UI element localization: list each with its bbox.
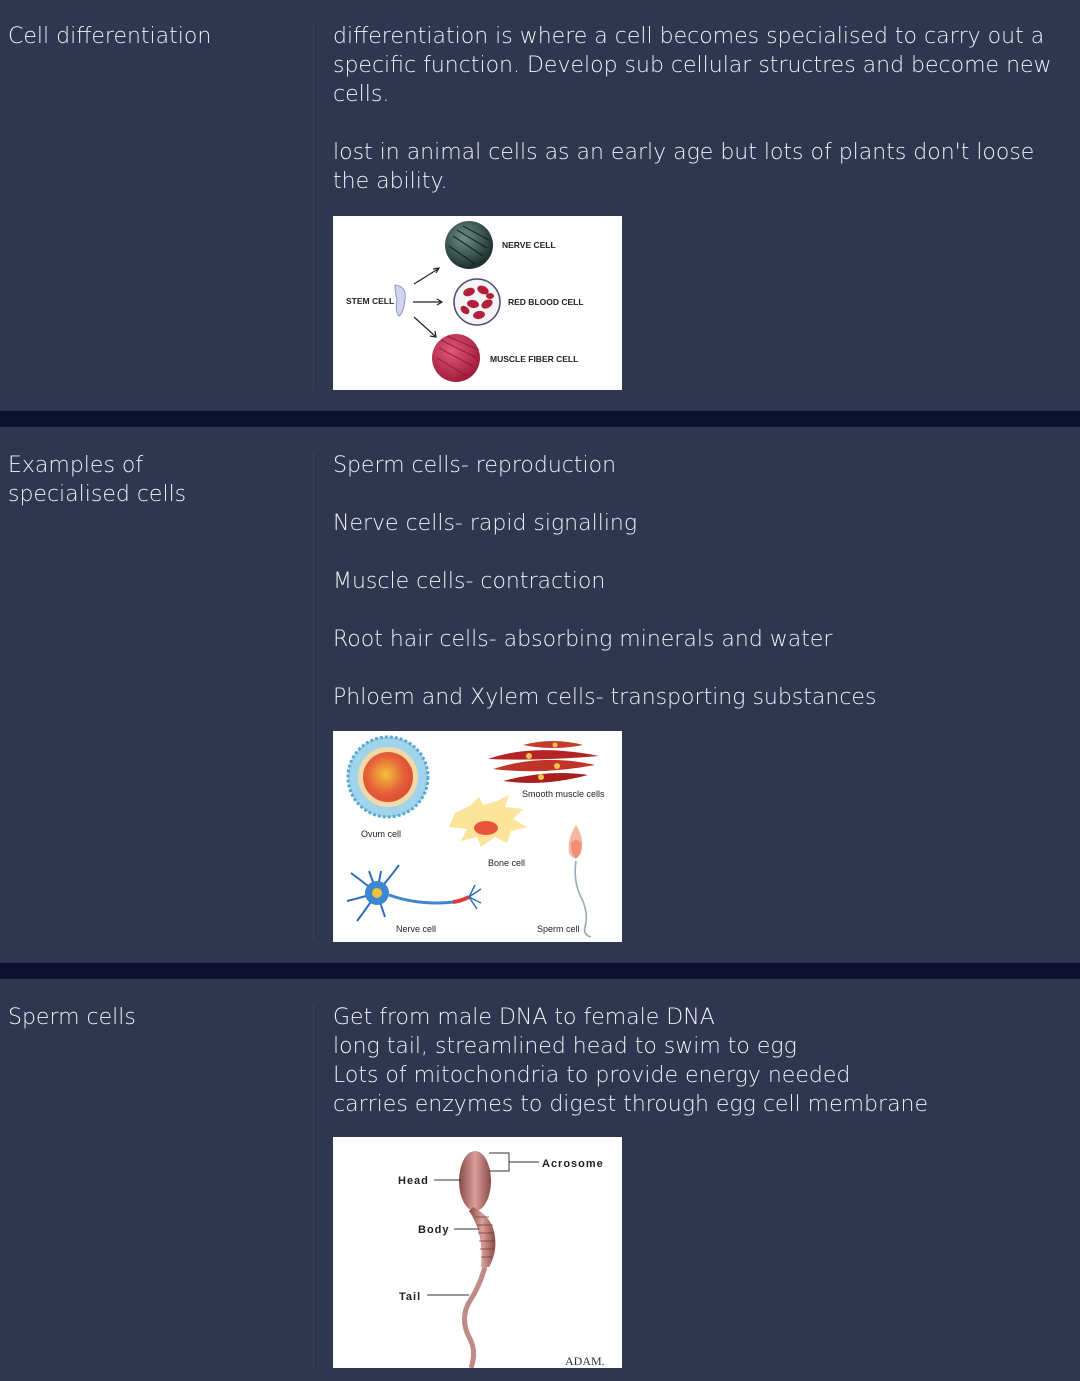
example-item: Sperm cells- reproduction xyxy=(333,453,617,478)
stem-cell-diagram xyxy=(333,216,622,390)
stem-cell-label: STEM CELL xyxy=(346,296,395,306)
example-item: Muscle cells- contraction xyxy=(333,569,606,594)
specialised-cells-svg xyxy=(333,731,622,942)
sperm-anatomy-diagram xyxy=(333,1137,622,1368)
muscle-label: MUSCLE FIBER CELL xyxy=(490,354,579,364)
term-examples: Examples of specialised cells xyxy=(8,453,187,507)
section-sperm-cells xyxy=(0,979,1080,1381)
smooth-muscle-icon xyxy=(488,741,599,783)
adam-logo: ADAM. xyxy=(565,1354,605,1368)
sperm-fact: Lots of mitochondria to provide energy needed xyxy=(333,1063,851,1088)
nerve-cell-label: NERVE CELL xyxy=(502,240,556,250)
body-label: Body xyxy=(418,1224,450,1236)
example-item: Nerve cells- rapid signalling xyxy=(333,511,638,536)
stem-cell-icon xyxy=(395,285,405,316)
section-divider xyxy=(0,963,1080,979)
sperm-cell-label: Sperm cell xyxy=(537,924,580,934)
section-examples xyxy=(0,427,1080,963)
sperm-fact: carries enzymes to digest through egg cell membrane xyxy=(333,1092,929,1117)
muscle-fiber-icon xyxy=(432,334,480,382)
column-divider xyxy=(313,451,314,941)
section-cell-differentiation xyxy=(0,0,1080,411)
definition-examples xyxy=(333,451,1063,712)
rbc-label: RED BLOOD CELL xyxy=(508,297,584,307)
definition-cell-differentiation xyxy=(333,22,1063,196)
definition-paragraph: differentiation is where a cell becomes specialised to carry out a specific function. Develop sub cellular structres and become new cells. xyxy=(333,24,1052,107)
specialised-cells-diagram xyxy=(333,731,622,942)
head-label: Head xyxy=(398,1175,429,1187)
column-divider xyxy=(313,1003,314,1369)
acrosome-bracket xyxy=(489,1153,539,1171)
definition-paragraph: lost in animal cells as an early age but lots of plants don't loose the ability. xyxy=(333,140,1035,194)
sperm-cell-icon xyxy=(569,825,591,937)
bone-cell-icon xyxy=(449,795,527,847)
sperm-tail-icon xyxy=(464,1267,485,1368)
nerve-cell-icon xyxy=(347,865,481,921)
arrows xyxy=(413,268,442,337)
sperm-fact: long tail, streamlined head to swim to egg xyxy=(333,1034,797,1059)
definition-sperm-cells xyxy=(333,1003,1063,1119)
nerve-cell-label: Nerve cell xyxy=(396,924,437,934)
example-item: Root hair cells- absorbing minerals and water xyxy=(333,627,833,652)
acrosome-label: Acrosome xyxy=(542,1158,604,1170)
sperm-body-icon xyxy=(469,1207,495,1267)
smooth-muscle-label: Smooth muscle cells xyxy=(522,789,605,799)
tail-label: Tail xyxy=(399,1291,422,1303)
column-divider xyxy=(313,22,314,390)
term-sperm-cells: Sperm cells xyxy=(8,1005,136,1030)
sperm-fact: Get from male DNA to female DNA xyxy=(333,1005,715,1030)
example-item: Phloem and Xylem cells- transporting substances xyxy=(333,685,877,710)
stem-cell-diagram-svg xyxy=(333,216,622,390)
ovum-cell-icon xyxy=(363,752,413,802)
nerve-cell-icon xyxy=(445,221,493,269)
sperm-anatomy-svg xyxy=(333,1137,622,1368)
section-divider xyxy=(0,411,1080,427)
ovum-label: Ovum cell xyxy=(361,829,402,839)
term-cell-differentiation: Cell differentiation xyxy=(8,24,212,49)
sperm-head-icon xyxy=(459,1151,491,1211)
bone-cell-label: Bone cell xyxy=(488,858,526,868)
